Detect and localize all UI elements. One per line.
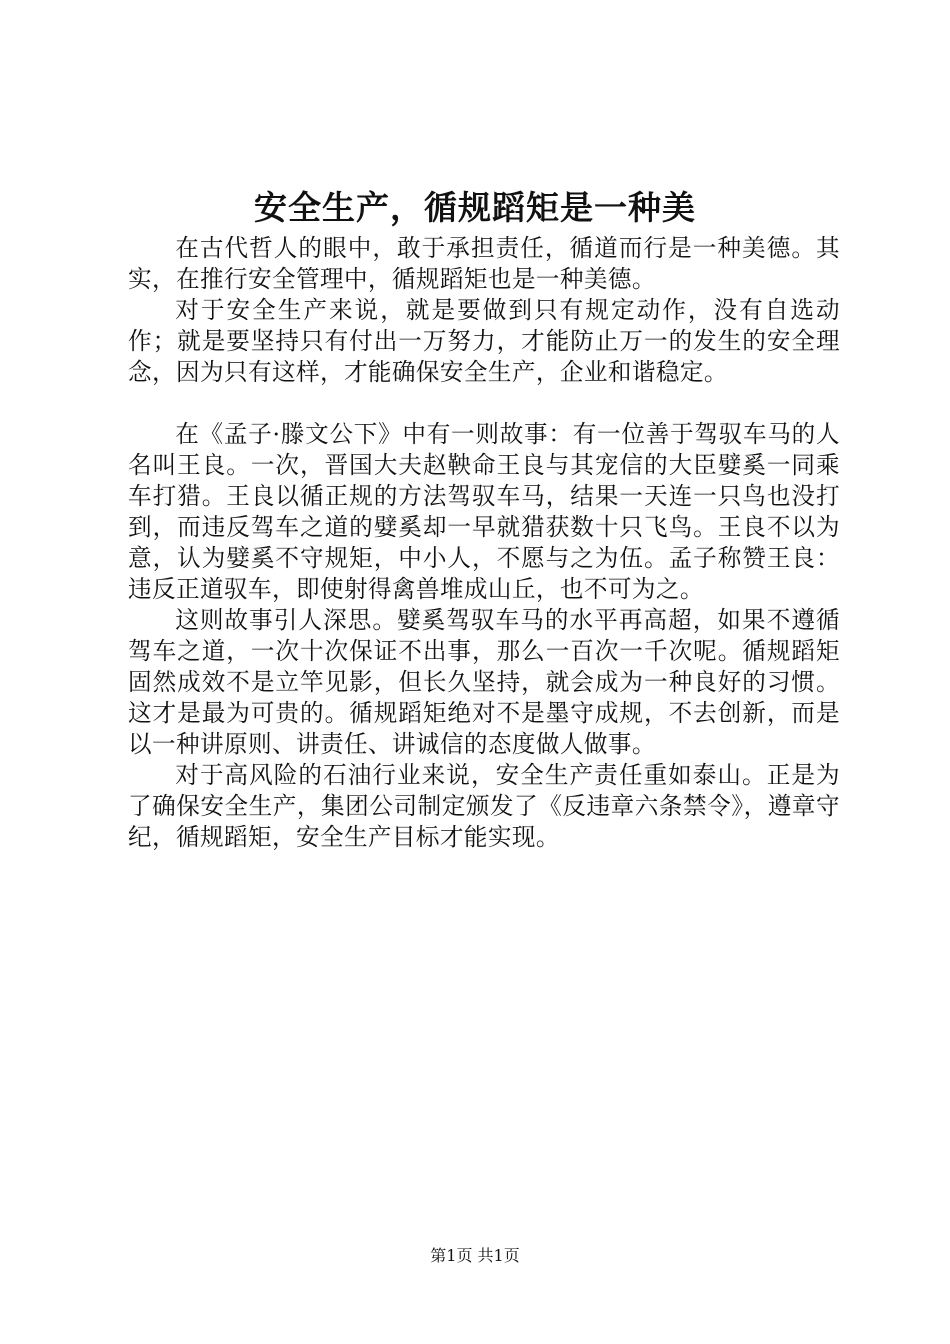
paragraph-mencius-story: 在《孟子·滕文公下》中有一则故事：有一位善于驾驭车马的人名叫王良。一次，晋国大夫赵鞅命王良与其宠信的大臣嬖奚一同乘车打猎。王良以循正规的方法驾驭车马，结果一天连一只鸟也没打到，而违反驾车之道的嬖奚却一早就猎获数十只飞鸟。王良不以为意，认为嬖奚不守规矩，中小人，不愿与之为伍。孟子称赞王良：违反正道驭车，即使射得禽兽堆成山丘，也不可为之。 xyxy=(128,420,840,603)
paragraph-oil-industry: 对于高风险的石油行业来说，安全生产责任重如泰山。正是为了确保安全生产，集团公司制定颁发了《反违章六条禁令》，遵章守纪，循规蹈矩，安全生产目标才能实现。 xyxy=(128,761,840,851)
paragraph-reflection: 这则故事引人深思。嬖奚驾驭车马的水平再高超，如果不遵循驾车之道，一次十次保证不出事，那么一百次一千次呢。循规蹈矩固然成效不是立竿见影，但长久坚持，就会成为一种良好的习惯。这才是最为可贵的。循规蹈矩绝对不是墨守成规，不去创新，而是以一种讲原则、讲责任、讲诚信的态度做人做事。 xyxy=(128,606,840,758)
page-footer: 第1页 共1页 xyxy=(430,1246,520,1265)
document-title: 安全生产，循规蹈矩是一种美 xyxy=(254,188,696,227)
paragraph-safety-concept: 对于安全生产来说，就是要做到只有规定动作，没有自选动作；就是要坚持只有付出一万努力，才能防止万一的发生的安全理念，因为只有这样，才能确保安全生产，企业和谐稳定。 xyxy=(128,296,840,386)
document-body xyxy=(128,233,840,853)
paragraph-intro: 在古代哲人的眼中，敢于承担责任，循道而行是一种美德。其实，在推行安全管理中，循规蹈矩也是一种美德。 xyxy=(128,234,840,293)
